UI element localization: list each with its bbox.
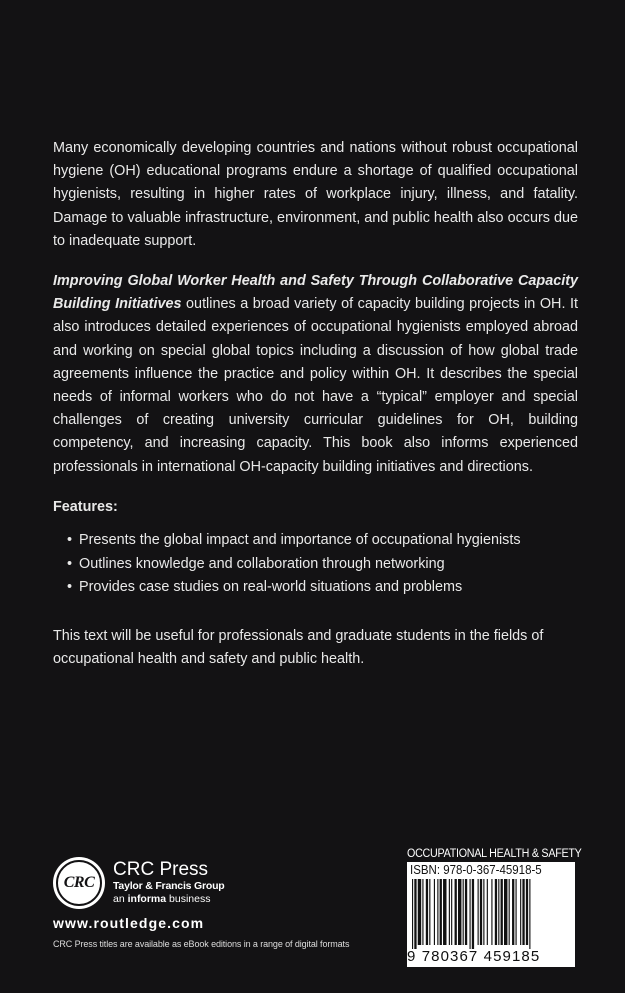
informa-line [113, 893, 225, 906]
barcode-bar [516, 879, 517, 945]
barcode-bar [443, 879, 446, 945]
barcode-bar [501, 879, 503, 945]
barcode-label [407, 862, 575, 967]
barcode-bar [520, 879, 521, 945]
barcode-bar [434, 879, 435, 945]
barcode-bar [526, 879, 528, 945]
barcode-bar [483, 879, 484, 945]
informa-prefix: an [113, 893, 128, 905]
bullet-icon: • [67, 579, 73, 596]
publisher-name-block [113, 860, 225, 906]
barcode-bar [478, 879, 479, 945]
list-item [67, 553, 578, 577]
barcode-bar [495, 879, 497, 945]
barcode-icon [410, 879, 572, 949]
barcode-bar [472, 879, 474, 949]
barcode-bar [414, 879, 416, 949]
barcode-bar [437, 879, 438, 945]
barcode-bar [470, 879, 471, 949]
barcode-bar [487, 879, 488, 945]
barcode-bar [412, 879, 413, 949]
publisher-logo [53, 857, 373, 909]
intro-paragraph: Many economically developing countries and nations without robust occupational hygiene (OH) educational programs endure a shortage of qualified occupational hygienists, resulting in higher rates of workplace injury, illness, and fatality. Damage to valuable infrastructure, environment, and public health also occurs due to inadequate support. [53, 140, 578, 249]
barcode-bar [465, 879, 467, 945]
feature-text: Outlines knowledge and collaboration through networking [79, 555, 445, 572]
barcode-bar [458, 879, 461, 945]
publisher-group: Taylor & Francis Group [113, 880, 225, 892]
barcode-block [407, 845, 582, 967]
ebook-note: CRC Press titles are available as eBook editions in a range of digital formats [53, 939, 350, 949]
barcode-bar [529, 879, 530, 949]
barcode-bar [463, 879, 464, 945]
feature-text: Presents the global impact and importance of occupational hygienists [79, 532, 521, 549]
barcode-bar [449, 879, 450, 945]
informa-brand: informa [127, 893, 167, 905]
barcode-bar [455, 879, 457, 945]
barcode-bar [512, 879, 514, 945]
bullet-icon: • [67, 555, 73, 572]
barcode-bar [418, 879, 421, 945]
informa-suffix: business [166, 893, 211, 905]
features-list [53, 529, 578, 600]
isbn-text: ISBN: 978-0-367-45918-5 [410, 863, 542, 877]
outro-paragraph: This text will be useful for professionals and graduate students in the fields of occupational health and safety and public health. [53, 627, 544, 667]
barcode-bar [426, 879, 428, 945]
barcode-digits: 9 780367 459185 [407, 948, 541, 965]
barcode-bar [509, 879, 510, 945]
barcode-bar [522, 879, 524, 945]
publisher-name: CRC Press [113, 859, 209, 880]
description-paragraph [53, 270, 578, 479]
barcode-bar [451, 879, 452, 945]
crc-logo-icon [53, 857, 105, 909]
barcode-bar [429, 879, 430, 945]
list-item [67, 576, 578, 600]
features-heading: Features: [53, 498, 118, 515]
list-item [67, 529, 578, 553]
book-title: Improving Global Worker Health and Safety Through Collaborative Capacity Building Initiatives [53, 273, 578, 313]
barcode-bar [498, 879, 499, 945]
back-cover-text [53, 137, 578, 688]
bullet-icon: • [67, 532, 73, 549]
barcode-bar [491, 879, 492, 945]
barcode-bar [480, 879, 482, 945]
feature-text: Provides case studies on real-world situations and problems [79, 579, 463, 596]
website-link[interactable]: www.routledge.com [53, 915, 205, 931]
crc-logo-text: CRC [63, 874, 95, 891]
publisher-block [53, 857, 373, 949]
barcode-bar [440, 879, 442, 945]
barcode-bar [422, 879, 423, 945]
barcode-bar [504, 879, 507, 945]
subject-category: OCCUPATIONAL HEALTH & SAFETY [407, 846, 582, 860]
description-text: outlines a broad variety of capacity building projects in OH. It also introduces detailed experiences of occupational hygienists employed abroad and working on special global topics including a discussion of how global trade agreements influence the practice and policy within OH. It describes the special needs of informal workers who do not have a “typical” employer and special challenges of creating university curricular guidelines for OH, building competency, and increasing capacity. This book also informs experienced professionals in international OH-capacity building initiatives and directions. [53, 296, 578, 475]
